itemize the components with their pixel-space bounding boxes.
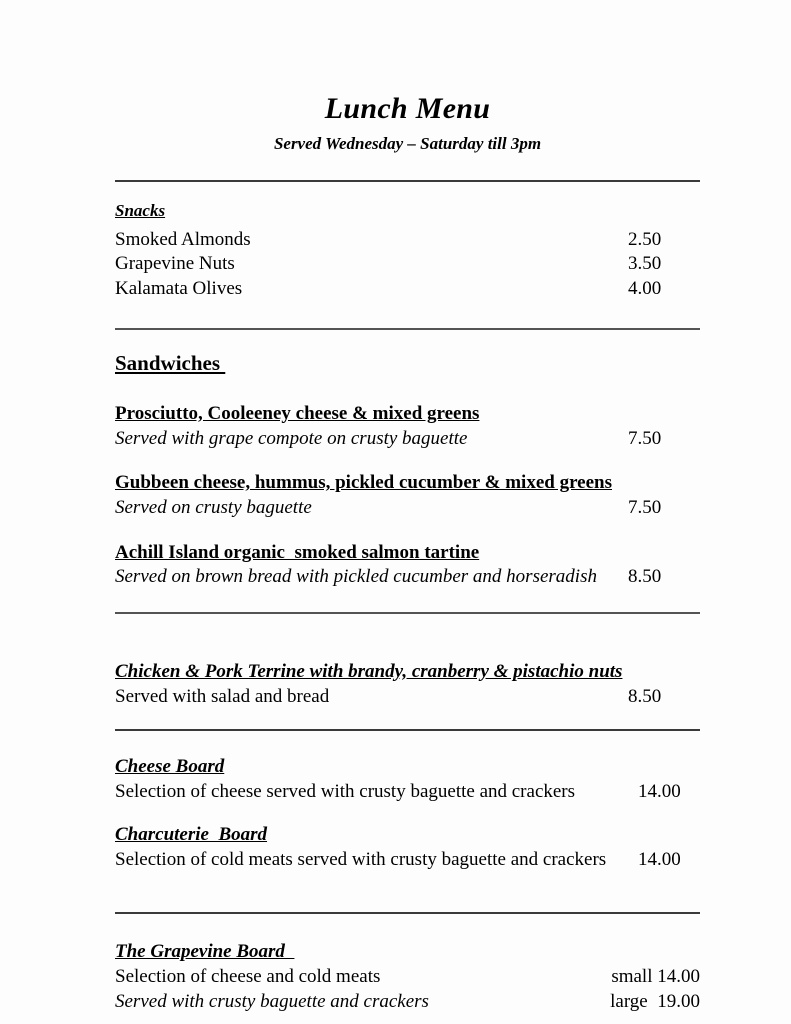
item-description: Served on brown bread with pickled cucumber and horseradish (115, 566, 597, 588)
item-price: 8.50 (628, 685, 662, 707)
spacer (115, 521, 700, 541)
menu-row-terrine (115, 685, 700, 710)
page-subtitle: Served Wednesday – Saturday till 3pm (273, 134, 542, 153)
menu-row-sandwich (115, 565, 700, 590)
spacer (115, 302, 700, 328)
spacer (115, 914, 700, 940)
spacer (115, 590, 700, 612)
menu-row-snack (115, 277, 700, 302)
spacer (115, 154, 700, 180)
item-description: Served with salad and bread (115, 685, 330, 707)
item-price-small: small 14.00 (611, 965, 700, 987)
section-heading-snacks: Snacks (115, 201, 166, 221)
item-title-terrine: Chicken & Pork Terrine with brandy, cranberry & pistachio nuts (115, 661, 623, 683)
item-price: 3.50 (628, 253, 662, 275)
item-description: Served on crusty baguette (115, 497, 312, 519)
item-price-large: large 19.00 (610, 990, 700, 1012)
item-price: 7.50 (628, 427, 662, 449)
spacer (115, 731, 700, 755)
item-title-grapevine-board: The Grapevine Board (115, 941, 295, 963)
menu-row-snack (115, 252, 700, 277)
item-price: 14.00 (638, 848, 681, 870)
menu-row-sandwich (115, 427, 700, 452)
item-price: 2.50 (628, 228, 662, 250)
menu-row-board (115, 848, 700, 873)
item-price: 14.00 (638, 781, 681, 803)
item-price: 8.50 (628, 566, 662, 588)
menu-row-grapevine-large (115, 990, 700, 1015)
item-description: Selection of cheese served with crusty baguette and crackers (115, 781, 576, 803)
page-title: Lunch Menu (324, 92, 491, 125)
item-title-achill-island: Achill Island organic smoked salmon tartine (115, 541, 480, 563)
section-heading-sandwiches: Sandwiches (115, 350, 226, 375)
menu-content (115, 0, 700, 1014)
item-name: Smoked Almonds (115, 228, 251, 250)
spacer (115, 330, 700, 350)
spacer (115, 614, 700, 660)
item-title-gubbeen: Gubbeen cheese, hummus, pickled cucumber & mixed greens (115, 472, 612, 494)
spacer (115, 451, 700, 471)
item-description: Served with crusty baguette and crackers (115, 990, 429, 1012)
item-description: Selection of cold meats served with crusty baguette and crackers (115, 848, 607, 870)
spacer (115, 182, 700, 200)
item-title-prosciutto: Prosciutto, Cooleeney cheese & mixed greens (115, 402, 480, 424)
item-description: Selection of cheese and cold meats (115, 965, 381, 987)
menu-row-grapevine-small (115, 965, 700, 990)
item-name: Kalamata Olives (115, 278, 243, 300)
spacer (115, 376, 700, 402)
item-name: Grapevine Nuts (115, 253, 235, 275)
item-title-charcuterie-board: Charcuterie Board (115, 823, 268, 845)
spacer (115, 709, 700, 729)
item-description: Served with grape compote on crusty baguette (115, 427, 468, 449)
menu-row-sandwich (115, 496, 700, 521)
item-title-cheese-board: Cheese Board (115, 756, 225, 778)
item-price: 7.50 (628, 497, 662, 519)
item-price: 4.00 (628, 278, 662, 300)
menu-row-snack (115, 228, 700, 253)
spacer (115, 872, 700, 912)
menu-row-board (115, 780, 700, 805)
spacer (115, 805, 700, 823)
